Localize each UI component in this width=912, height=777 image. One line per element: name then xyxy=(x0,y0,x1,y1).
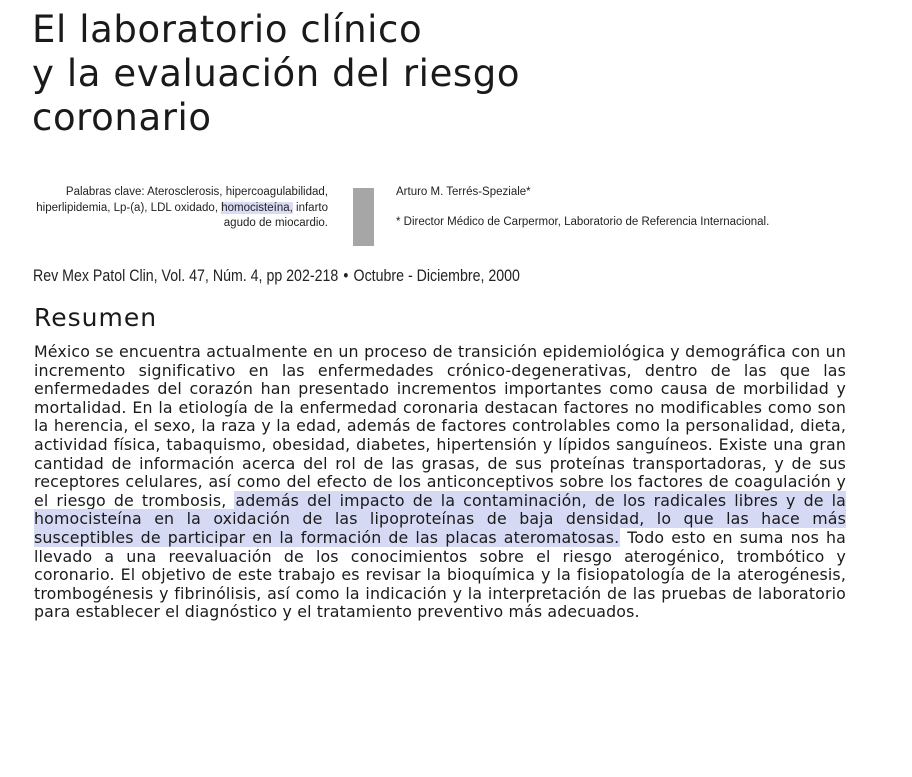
divider-bar xyxy=(353,188,374,246)
article-title xyxy=(32,8,520,140)
citation-separator: • xyxy=(343,267,349,285)
keywords-text-end: infarto agudo de miocardio. xyxy=(223,201,328,229)
abstract-text-start: México se encuentra actualmente en un proceso de transición epidemiológica y demográfica con un incremento significativo en las enfermedades crónico-degenerativas, dentro de las que las enfermedades del corazón han presentado incrementos importantes como causa de morbilidad y mortalidad. En la etiología de la enfermedad coronaria destacan factores no modificables como son la herencia, el sexo, la raza y la edad, además de factores controlables como la personalidad, dieta, actividad física, tabaquismo, obesidad, diabetes, hipertensión y lípidos sanguíneos. Existe una gran cantidad de información acerca del rol de las grasas, de sus proteínas transportadoras, y de sus receptores celulares, así como del efecto de los anticonceptivos sobre los factores de coagulación y el riesgo de trombosis, xyxy=(34,342,846,510)
keyword-highlight[interactable]: homocisteína, xyxy=(221,201,293,214)
title-line-2: y la evaluación del riesgo xyxy=(32,52,521,95)
citation-date: Octubre - Diciembre, 2000 xyxy=(353,267,520,285)
title-line-1: El laboratorio clínico xyxy=(32,8,423,51)
abstract-text-end: Todo esto en suma nos ha llevado a una reevaluación de los conocimientos sobre el riesgo aterogénico, trombótico y coronario. El objetivo de este trabajo es revisar la bioquímica y la fisiopatología de la aterogénesis, trombogénesis y fibrinólisis, así como la indicación y la interpretación de las pruebas de laboratorio para establecer el diagnóstico y el tratamiento preventivo más adecuados. xyxy=(34,527,846,622)
keywords-block xyxy=(32,185,328,232)
abstract-text[interactable] xyxy=(34,343,846,622)
section-title: Resumen xyxy=(34,303,158,332)
citation-journal: Rev Mex Patol Clin, Vol. 47, Núm. 4, pp 202-218 xyxy=(33,267,339,285)
citation-line xyxy=(33,266,520,286)
author-affiliation: * Director Médico de Carpermor, Laboratorio de Referencia Internacional. xyxy=(396,216,770,228)
abstract-highlight[interactable]: además del impacto de la contaminación, de los radicales libres y de la homocisteína en la oxidación de las lipoproteínas de baja densidad, lo que las hace más susceptibles de participar en la formación de las placas ateromatosas. xyxy=(34,490,846,547)
keywords-text: Palabras clave: Aterosclerosis, hipercoagulabilidad, hiperlipidemia, Lp-(a), LDL oxidado, xyxy=(36,186,328,214)
title-line-3: coronario xyxy=(32,96,212,139)
author-name: Arturo M. Terrés-Speziale* xyxy=(396,186,531,198)
